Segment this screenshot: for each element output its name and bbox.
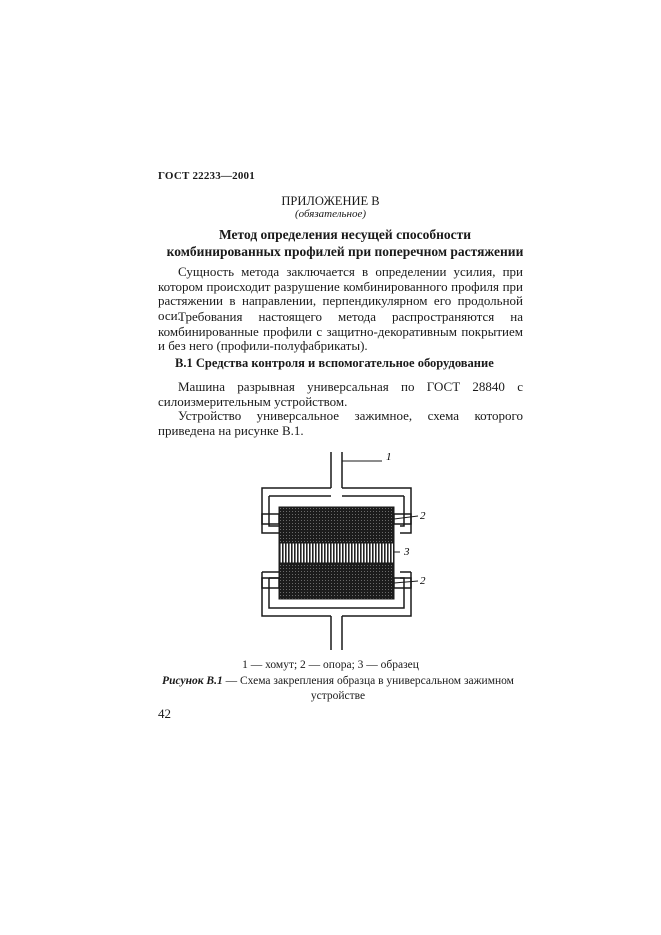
upper-support-left <box>262 514 279 524</box>
figure-caption-label: Рисунок В.1 <box>162 675 223 687</box>
figure-legend: 1 — хомут; 2 — опора; 3 — образец <box>242 659 419 671</box>
lower-rod <box>331 616 342 650</box>
appendix-status: (обязательное) <box>294 208 367 220</box>
section-heading: В.1 Средства контроля и вспомогательное оборудование <box>175 356 494 370</box>
appendix-title-line-1: Метод определения несущей способности <box>218 227 472 242</box>
specimen-bottom-block <box>279 563 394 599</box>
lower-support-left <box>262 578 279 588</box>
document-header: ГОСТ 22233—2001 <box>158 170 255 182</box>
paragraph-device: Устройство универсальное зажимное, схема которого приведена на рисунке В.1. <box>158 408 523 438</box>
callout-2-upper: 2 <box>420 510 426 522</box>
callout-3: 3 <box>404 546 410 558</box>
appendix-name: ПРИЛОЖЕНИЕ В <box>281 194 380 208</box>
upper-rod <box>331 452 342 488</box>
paragraph-essence: Сущность метода заключается в определении усилия, при котором происходит разрушение комбинированного профиля при растяжении в направлении, перпендикулярном его продольной оси. <box>158 264 523 323</box>
callout-1: 1 <box>386 451 392 463</box>
figure-caption-text: — Схема закрепления образца в универсальном зажимном устройстве <box>222 675 514 702</box>
paragraph-scope: Требования настоящего метода распространяются на комбинированные профили с защитно-декоративным покрытием и без него (профили-полуфабрикаты). <box>158 309 523 353</box>
specimen-top-block <box>279 507 394 543</box>
callout-2-lower: 2 <box>420 575 426 587</box>
figure-caption <box>158 674 518 704</box>
appendix-title-line-2: комбинированных профилей при поперечном растяжении <box>166 244 524 259</box>
page-number: 42 <box>158 706 171 721</box>
specimen-core <box>279 543 394 563</box>
paragraph-machine: Машина разрывная универсальная по ГОСТ 28840 с силоизмерительным устройством. <box>158 379 523 409</box>
